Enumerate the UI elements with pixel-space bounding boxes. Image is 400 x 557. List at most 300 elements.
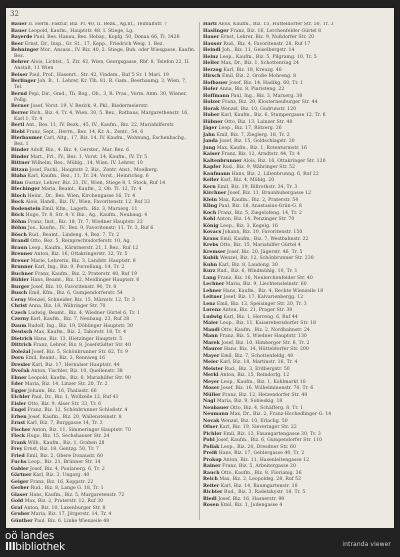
entry-name: Haslinger <box>203 28 229 34</box>
entry-name: Kremser <box>203 249 226 255</box>
entry-name: Novak <box>203 418 220 424</box>
entry-details: Otto, Biz. 13, Lainzer Str. 40 <box>222 119 293 125</box>
logo-line-1: oö landes <box>5 530 54 542</box>
directory-entry <box>11 324 196 330</box>
entry-name: Beiser <box>11 72 28 78</box>
directory-entry <box>11 519 196 522</box>
entry-name: Richter <box>203 490 223 495</box>
directory-entry <box>203 120 388 126</box>
entry-name: Fuchs <box>11 460 27 466</box>
directory-entry <box>11 111 196 123</box>
entry-details: Emil, Biz. 2, Große Mohreng. 8 <box>220 74 297 79</box>
entry-name: Hartl <box>203 22 217 27</box>
directory-entry <box>203 380 388 386</box>
entry-name: Riedl <box>203 496 217 502</box>
entry-details: Emil, Beamt., Biz. 3, Rennweg 16 <box>24 356 106 362</box>
entry-name: Berlinger <box>11 79 37 85</box>
entry-details: Max, Kaufm., Biz. 1, Rotenturmstr. 16 <box>215 145 307 151</box>
entry-details: Maria, Biz. 9, Sobieskig. 18 <box>215 399 283 404</box>
entry-details: Alois, Kaufm., Biz. 15, Hütteldorfer Str. 50, Tr. 3 <box>216 22 334 27</box>
directory-entry <box>203 373 388 379</box>
entry-details: Franz, Kaufm., Biz. 2, Praterstr. 40, Ruf 19 <box>33 271 137 277</box>
entry-details: Karl, Biz. 1, Herreng. 6, Ruf 44 <box>222 314 298 320</box>
directory-entry <box>203 42 388 48</box>
entry-details: Josef, Biz. 11, Braunhubergasse 12 <box>226 191 312 196</box>
directory-entry <box>11 29 196 35</box>
directory-entry <box>203 224 388 230</box>
entry-name: Cerny <box>11 297 27 303</box>
directory-entry <box>203 94 388 100</box>
right-column <box>203 22 388 522</box>
entry-name: Christ <box>11 304 28 310</box>
entry-name: Horak <box>203 106 220 112</box>
directory-entry <box>11 48 196 60</box>
entry-name: Blaha <box>11 174 27 180</box>
entry-name: Hübner <box>203 119 223 125</box>
directory-entry <box>11 447 196 453</box>
entry-details: Wilhelm, Bes., Mühlg., 14, Wien, IV. Lehrer, 10 <box>29 161 143 167</box>
directory-entry <box>11 337 196 343</box>
entry-details: Paul, Biz. 6, Linke Wienzeile 48 <box>32 518 110 522</box>
entry-details: Karl, Ing., Biz. 9, Porzellang. 14, Tr. 2 <box>33 265 125 271</box>
entry-name: Bitzan <box>11 167 28 173</box>
directory-entry <box>11 493 196 499</box>
entry-name: Mayer <box>203 353 220 359</box>
entry-name: Dorn <box>11 356 25 362</box>
entry-name: Pollak <box>203 444 220 450</box>
entry-details: Rud., Biz. 6, Windmühlg. 10, Tr. 1 <box>215 269 298 274</box>
entry-details: Gustav, Lehrer, Biz. 21, IV., Wien, Stiege 8, I. Stock, Ruf 14 <box>23 180 166 186</box>
entry-name: Dvořak <box>11 369 30 375</box>
directory-entry <box>11 415 196 421</box>
entry-details: Max, Dr., Biz. 2, Franz-Hochedlinger-G. 14 <box>228 412 332 417</box>
directory-entry <box>11 259 196 265</box>
entry-details: Alois, Biz. 16, Ottakringer Str. 120 <box>241 158 326 164</box>
entry-name: Ernst <box>11 421 26 427</box>
entry-name: Neubauer <box>203 405 229 411</box>
entry-details: Josef, Kaufm., Biz. 6, Gumpendorfer Str. 110 <box>214 438 323 443</box>
directory-entry <box>11 246 196 252</box>
entry-name: Blechinger <box>11 187 40 193</box>
entry-name: Ofner <box>203 425 218 430</box>
entry-name: Merkl <box>203 373 219 378</box>
entry-name: Burger <box>11 284 30 290</box>
entry-details: Karl, Biz. 18, Kreuzg. 40 <box>221 67 282 73</box>
entry-name: Brenner <box>11 252 33 258</box>
directory-entry <box>11 161 196 167</box>
entry-name: Hauser <box>203 41 222 47</box>
directory-entry <box>203 35 388 41</box>
entry-name: Lechner <box>203 282 225 287</box>
entry-details: Hans, Biz. 14, Hütteldorfer Str. 200 <box>222 347 309 352</box>
entry-name: Lorenz <box>203 308 221 313</box>
entry-details: Rud., Biz. 4, Favoritenstr. 28, Ruf 17 <box>221 41 311 47</box>
entry-name: Bauer <box>11 22 27 27</box>
directory-entry <box>203 334 388 340</box>
entry-details: Paul, Dr., Biz. 1, Wollzeile 12, Ruf 41 <box>29 395 119 401</box>
entry-name: Jung <box>203 145 216 151</box>
directory-entry <box>203 354 388 360</box>
entry-name: König <box>203 223 219 229</box>
entry-name: Bodenstein <box>11 206 41 212</box>
entry-name: Glaser <box>11 492 28 498</box>
directory-entry <box>11 343 196 349</box>
directory-entry <box>203 178 388 184</box>
directory-entry <box>203 399 388 405</box>
directory-entry <box>203 328 388 334</box>
entry-details: Franz, Biz. 16, Lerchenfelder Gürtel 8 <box>228 28 322 34</box>
entry-name: Herzog <box>203 67 222 73</box>
entry-details: Josef, Biz. 10, Favoritenstr. 90, Tr. 8 <box>29 284 117 290</box>
entry-details: Mor., Ansass., IV. Biz. 40, 2. Stiege, Buh. oder Wiesgasse, Kaufm. Bez. <box>14 48 196 59</box>
directory-entry <box>11 408 196 414</box>
entry-name: Behninger <box>11 48 39 53</box>
entry-name: Heller <box>203 61 220 66</box>
entry-details: Joh. B., 1. Lehrer, Kr. Tlh. 81, R. Gam., Beerbaumg. 3, Wien, 7, Tel. <box>14 79 187 91</box>
entry-details: Paul, Ing., Biz. 3, Marxerg. 30 <box>229 93 303 99</box>
directory-entry <box>11 285 196 291</box>
entry-name: Drexler <box>11 362 31 368</box>
entry-details: Otto, Biz. 9, Alser Str. 33, Tr. 6 <box>26 401 102 407</box>
entry-name: Ludwig <box>203 314 222 320</box>
entry-details: Hugo, Biz. 15, Sechshauser Str. 24 <box>25 434 110 440</box>
entry-details: Wenzel, Biz. 10, Gudrunstr. 120 <box>219 106 297 112</box>
entry-name: Gabler <box>11 466 29 472</box>
directory-entry <box>203 74 388 80</box>
entry-name: Behrer <box>11 60 30 66</box>
viewer-footer <box>0 528 400 557</box>
entry-details: Franz, Lehrer, Biz. 8, Josefstädter Str. 40 <box>31 343 131 349</box>
entry-name: Geiger <box>11 479 29 485</box>
directory-entry <box>11 174 196 180</box>
directory-entry <box>203 386 388 392</box>
entry-details: Anna, Biz. 8, Piaristeng. 22 <box>217 87 285 92</box>
entry-details: Emil, Biz. 19, Billrothstr. 34, Tr. 3 <box>215 184 298 190</box>
entry-details: Alois, Lichtst., 5, Ztr. 42, Wien, Georgsgasse, Rbf. 8, Telefon 22, II. Anstalt, 11 Wien <box>14 60 190 72</box>
entry-details: Anton, Tischler, Biz. 10, Quellenstr. 38 <box>29 369 123 375</box>
entry-details: Josef, Biz. 10, Himberger Str. 8, Tr. 2 <box>219 340 310 346</box>
entry-details: Josef, Fachl., Hauptstr. 2, Biz., Zentr. Anst., Moelkerg. <box>27 167 159 173</box>
directory-entry <box>203 243 388 249</box>
entry-name: Hofbauer <box>203 80 228 86</box>
directory-entry <box>203 55 388 61</box>
directory-entry <box>203 308 388 314</box>
entry-name: Engel <box>11 408 26 414</box>
directory-entry <box>203 113 388 119</box>
entry-name: Dittrich <box>11 343 32 349</box>
directory-entry <box>11 168 196 174</box>
entry-details: Hans, Biz. 2, Lilienbrunng. 6, Ruf 22 <box>230 171 319 177</box>
directory-entry <box>11 194 196 200</box>
logo-line-2: IIIbibliothek <box>5 540 66 553</box>
entry-details: Anton, Biz. 15, Reindorfg. 12 <box>218 373 290 378</box>
directory-entry <box>11 148 196 154</box>
entry-details: Anton, Biz. 16, Ottakringerstr. 32, Tr. 5 <box>32 252 128 258</box>
entry-details: Otto, Bez. 5, Reinprechtsdorferstr. 10, Ag. <box>28 239 131 245</box>
directory-entry <box>203 152 388 158</box>
entry-details: Emil, Biz. 2, Obere Donaustr. 60 <box>24 453 104 459</box>
entry-details: Otto, Biz. 4, Schäfferg. 8, Tr. 1 <box>228 405 304 411</box>
entry-details: Rich., Biz. 4, Tr. 4, Wien. 30, 5. Bez., Rathaus, Margarethenstr. 16, Karl 1, Tr. 4 <box>14 110 189 122</box>
directory-entry <box>203 295 388 301</box>
directory-entry <box>203 321 388 327</box>
directory-entry <box>203 250 388 256</box>
entry-name: Bloch <box>11 193 27 199</box>
entry-name: Biebl <box>11 129 25 135</box>
entry-details: Marie, Lehrerin, Biz. 3, Landstr. Hauptstr. 8 <box>29 258 136 264</box>
entry-name: Eder <box>11 382 24 388</box>
entry-details: Maria, Biz. 17, Jörgerstr. 14, Tr. 4 <box>29 512 112 518</box>
directory-entry <box>203 282 388 288</box>
directory-entry <box>11 130 196 136</box>
directory-entry <box>203 68 388 74</box>
entry-name: Neumann <box>203 412 229 417</box>
entry-details: Ernst, Biz. 18, Gentzg. 50, Tr. 7 <box>22 447 99 453</box>
directory-entry <box>11 239 196 245</box>
directory-entry <box>11 136 196 148</box>
entry-details: Hans, Kaufm., Biz. 5, Margaretenstr. 72 <box>27 492 125 498</box>
directory-entry <box>11 421 196 427</box>
directory-entry <box>11 226 196 232</box>
entry-details: Otto, Kaufm., Biz. 8, Florianig. 36 <box>219 470 302 476</box>
entry-name: Bühler <box>11 278 29 284</box>
entry-name: Bierbaumer <box>11 136 43 142</box>
entry-name: Kurz <box>203 269 216 274</box>
entry-name: Bösch <box>11 232 27 238</box>
directory-entry <box>11 395 196 401</box>
entry-name: Brandl <box>11 239 29 245</box>
entry-details: Ant., Bes. 11, IV. Bezk., 45, IV., Kaufm., Biz. 22, Mariahilferstr. <box>24 123 175 129</box>
entry-details: Anton, Biz. 21, Prager Str. 30 <box>220 308 293 313</box>
directory-entry <box>203 230 388 236</box>
entry-details: Wenzel, Schneider, Biz. 15, Märzstr. 12, Tr. 3 <box>26 297 135 303</box>
entry-name: Egger <box>11 388 27 394</box>
entry-details: Rud., Biz. 3, Radetzkystr. 18, Tr. 5 <box>222 490 306 495</box>
directory-entry <box>203 139 388 145</box>
entry-name: Kaltenbrunner <box>203 158 242 164</box>
entry-details: Wilh., Kaufm., Biz. 1, Graben 28 <box>26 440 105 446</box>
entry-name: Deutsch <box>11 330 33 336</box>
entry-name: Jahn <box>203 132 216 138</box>
entry-details: Franz, Inst., Biz. 18, Tr. 7, Wiedner Hauptstr. 22 <box>26 219 143 225</box>
entry-details: Anna, Biz. 18, Währinger Str. 70 <box>27 304 106 310</box>
directory-entry <box>11 60 196 72</box>
entry-name: Preiß <box>203 451 218 456</box>
directory-entry <box>11 92 196 104</box>
entry-name: Meier <box>203 360 219 365</box>
entry-name: Hauer <box>203 35 220 40</box>
entry-name: Daum <box>11 323 27 329</box>
entry-details: Max, Biz. 2, Leopoldsg. 28, Ruf 52 <box>217 477 302 482</box>
directory-entry <box>11 369 196 375</box>
directory-entry <box>11 220 196 226</box>
entry-details: Karl, Biz. 19, Sieveringer Str. 22 <box>217 425 297 430</box>
directory-entry <box>203 263 388 269</box>
entry-name: Eichler <box>11 395 30 401</box>
entry-details: Josef, Vorst. 19, V. Bezirk, 9, Pkl., Biedermeierstr. <box>29 104 149 110</box>
directory-entry <box>11 298 196 304</box>
entry-details: Karl, Kaufm., Biz. 6, Stumpergasse 12, Tr. 6 <box>219 113 326 118</box>
entry-details: Franz, Sept., Herrn., Bez. 14, Kr. A., Zentr., 54, 6 <box>24 129 144 135</box>
entry-name: Erben <box>11 414 27 420</box>
entry-details: Carl, Altg., 17, Biz. 14, IV. Kaufm., Wohnung, Eschenbachg., Bez. 1 <box>14 136 187 147</box>
entry-details: Max, Kaufm., Biz. 2, Taborstr. 18, Tr. 4 <box>32 330 127 336</box>
entry-name: Huber <box>203 113 220 118</box>
directory-entry <box>11 272 196 278</box>
entry-details: Leopold, Kaufm., Hauptstr. 48, I. Stiege, Lg. <box>26 28 134 34</box>
entry-details: Ernst, Dr., Insp., Gr. St., 17, Kepp., Friedrich Weig. 1. Bez. <box>23 41 164 47</box>
directory-entry <box>11 35 196 41</box>
directory-entry <box>203 367 388 373</box>
entry-details: Hans, Biz. 13, Hietzinger Hauptstr. 5 <box>32 336 123 342</box>
entry-name: Frank <box>11 440 27 446</box>
entry-details: Leopold, Kaufm., Biz. 6, Mariahilfer Str. 90 <box>26 375 131 381</box>
entry-details: Emil, Biz. 13, Speisinger Str. 20, Tr. 3 <box>215 301 307 307</box>
directory-entry <box>203 471 388 477</box>
directory-entry <box>11 473 196 479</box>
directory-entry <box>203 432 388 438</box>
entry-details: Heinr., Dr., Bez. Wien, Kirchengasse 16, Tr. 4 <box>26 193 136 199</box>
entry-details: Franz, Biz. 5, Ziegelofeng. 14, Tr. 2 <box>216 210 302 216</box>
entry-name: Lang <box>203 275 216 281</box>
directory-entry <box>11 317 196 323</box>
entry-name: Breuer <box>11 258 30 264</box>
directory-entry <box>203 191 388 197</box>
directory-entry <box>11 187 196 193</box>
directory-entry <box>11 376 196 382</box>
entry-name: Kaiser <box>203 152 220 157</box>
directory-entry <box>11 79 196 91</box>
entry-details: Karl, Biz. 18, Martinstr. 16, Tr. 4 <box>218 360 298 365</box>
entry-details: Josef, Biz. 5, Schönbrunner Str. 62, Tr. 9 <box>30 349 128 355</box>
entry-details: Pepi, Dir., Gmd., Th. Bog., Ob., 3, R. Pras., Vorm. Anm. 30, Wiener, Pollg. <box>14 91 188 103</box>
directory-entry <box>11 291 196 297</box>
entry-details: Wenzel, Biz. 10, Erlachg. 50 <box>219 418 288 424</box>
entry-name: Doležal <box>11 349 31 355</box>
entry-details: Anton, Biz. 11, Hasenleitengasse 12 <box>221 457 310 463</box>
entry-details: Ernst, Lehrer, Biz. 9, Nußdorfer Str. 20 <box>219 35 315 40</box>
entry-details: Otto, Kaufm., Biz. 2, Nordbahnstr. 24 <box>219 327 310 333</box>
entry-name: Keller <box>203 178 219 183</box>
directory-entry <box>203 484 388 490</box>
entry-name: Nagl <box>203 399 216 404</box>
directory-entry <box>11 402 196 408</box>
entry-name: Lenz <box>203 301 216 307</box>
entry-details: Johann, Biz. 10, Favoritenstr. 150 <box>221 230 303 235</box>
directory-entry <box>203 165 388 171</box>
entry-name: Busch <box>11 291 28 297</box>
directory-entry <box>11 22 196 28</box>
entry-name: Klein <box>203 197 217 203</box>
entry-name: Kubik <box>203 256 219 261</box>
entry-name: Ebner <box>11 375 27 381</box>
entry-details: Rud., Biz. 3, Erdbergstr. 50 <box>223 366 290 372</box>
entry-details: Franz, Biz. 12, Schönbrunner Schloßstr. 4 <box>25 408 128 414</box>
entry-name: Bittner <box>11 161 30 167</box>
entry-details: Alois, Handl., Biz. IV., Wien, Favoritenstr. 12, Ruf 33 <box>24 200 150 206</box>
left-column <box>11 22 196 522</box>
entry-name: Kapfer <box>203 165 221 170</box>
entry-details: Emil, Biz. 7, Zieglerg. 18, Tr. 2 <box>215 132 290 138</box>
entry-details: Franz, Biz. 16, Koppstr. 22 <box>28 479 94 485</box>
entry-name: Dietrich <box>11 336 33 342</box>
directory-entry <box>11 123 196 129</box>
directory-entry <box>11 441 196 447</box>
entry-name: Kern <box>203 184 216 190</box>
directory-entry <box>11 467 196 473</box>
directory-entry <box>11 42 196 48</box>
entry-name: Fleck <box>11 434 26 440</box>
viewer-label[interactable]: intranda viewer <box>342 541 391 548</box>
entry-details: Leop., Biz. 20, Dresdner Str. 60 <box>219 444 296 450</box>
directory-entry <box>203 81 388 87</box>
entry-name: Jäger <box>203 126 217 131</box>
directory-entry <box>203 159 388 165</box>
entry-name: Böhm <box>11 226 27 232</box>
directory-entry <box>203 347 388 353</box>
entry-details: Adolf, Biz., 4. Biz. 4, Gerster., Mar. Bez. 6 <box>28 148 130 154</box>
directory-entry <box>203 61 388 67</box>
directory-entry <box>11 233 196 239</box>
directory-entry <box>11 265 196 271</box>
entry-details: Karl, Biz. 4, Mühlg. 20 <box>218 178 275 183</box>
directory-entry <box>203 341 388 347</box>
directory-entry <box>203 425 388 431</box>
directory-entry <box>203 22 388 28</box>
directory-entry <box>203 315 388 321</box>
entry-details: Josef, Biz. 17, Kalvarienbergg. 12 <box>222 295 304 300</box>
entry-details: Max, Dr., Biz. 1, Schottenring 24 <box>219 61 299 66</box>
entry-name: Maier <box>203 321 219 326</box>
directory-entry <box>203 276 388 282</box>
entry-name: Bock <box>11 200 25 206</box>
directory-entry <box>11 499 196 505</box>
directory-entry <box>203 406 388 412</box>
entry-details: Rud., Biz. 8, Lange G. 18, Tr. 1 <box>29 486 104 492</box>
directory-entry <box>203 477 388 483</box>
entry-name: Gold <box>11 499 24 505</box>
directory-entry <box>11 181 196 187</box>
entry-details: Anton, Biz. 11, Simmeringer Hauptstr. 70 <box>30 427 131 433</box>
directory-entry <box>11 356 196 362</box>
entry-name: Rosen <box>203 503 219 508</box>
entry-name: Kovacs <box>203 230 222 235</box>
entry-name: Fischer <box>11 427 31 433</box>
directory-entry <box>203 48 388 54</box>
entry-name: Braun <box>11 245 28 251</box>
entry-details: Karl, Biz. 7, Burggasse 14, Tr. 3 <box>25 421 103 427</box>
directory-entry <box>11 200 196 206</box>
directory-entry <box>11 304 196 310</box>
entry-name: Pohl <box>203 438 215 443</box>
entry-details: Josef, Biz. 16, Hasnerstr. 90 <box>216 496 285 502</box>
entry-details: Max, Kaufm., Biz. 2, Praterstr. 54 <box>217 197 299 203</box>
entry-name: Bayerde <box>11 35 33 40</box>
directory-entry <box>203 237 388 243</box>
entry-name: Binder <box>11 148 29 154</box>
directory-entry <box>11 73 196 79</box>
entry-name: Holzer <box>203 100 221 105</box>
column-divider <box>199 22 200 520</box>
entry-details: Hans, Beamt., Biz. 12, Meidlinger Hauptstr. 6 <box>28 278 140 284</box>
entry-name: Blau <box>11 180 24 186</box>
entry-details: Franz, Biz. 12, Arndtstr. 44, Tr. 4 <box>219 152 301 157</box>
entry-name: Kohl <box>203 217 216 222</box>
entry-name: Binder <box>11 154 29 160</box>
library-logo[interactable] <box>5 531 65 552</box>
entry-details: Emil, Biz. 13, Fasangartengasse 30, Tr. 3 <box>221 431 321 437</box>
directory-entry <box>11 155 196 161</box>
